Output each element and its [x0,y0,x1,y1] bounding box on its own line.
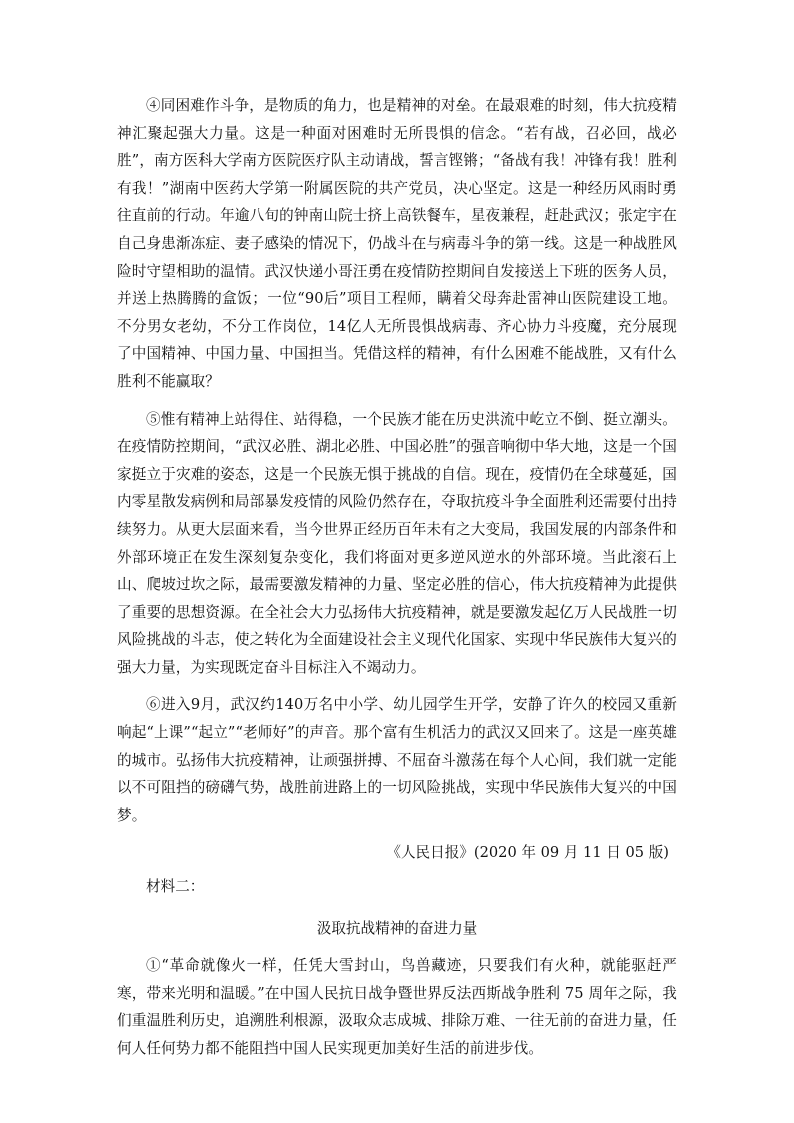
paragraph-5: ⑤惟有精神上站得住、站得稳，一个民族才能在历史洪流中屹立不倒、挺立潮头。在疫情防控期间，“武汉必胜、湖北必胜、中国必胜”的强音响彻中华大地，这是一个国家挺立于灾难的姿态，这是一个民族无惧于挑战的自信。现在，疫情仍在全球蔓延，国内零星散发病例和局部暴发疫情的风险仍然存在，夺取抗疫斗争全面胜利还需要付出持续努力。从更大层面来看，当今世界正经历百年未有之大变局，我国发展的内部条件和外部环境正在发生深刻复杂变化，我们将面对更多逆风逆水的外部环境。当此滚石上山、爬坡过坎之际，最需要激发精神的力量、坚定必胜的信心，伟大抗疫精神为此提供了重要的思想资源。在全社会大力弘扬伟大抗疫精神，就是要激发起亿万人民战胜一切风险挑战的斗志，使之转化为全面建设社会主义现代化国家、实现中华民族伟大复兴的强大力量，为实现既定奋斗目标注入不竭动力。 [117,410,677,676]
material-label: 材料二： [146,878,205,896]
paragraph-6: ⑥进入9月，武汉约140万名中小学、幼儿园学生开学，安静了许久的校园又重新响起“上课”“起立”“老师好”的声音。那个富有生机活力的武汉又回来了。这是一座英雄的城市。弘扬伟大抗疫精神，让顽强拼搏、不屈奋斗激荡在每个人心间，我们就一定能以不可阻挡的磅礴气势，战胜前进路上的一切风险挑战，实现中华民族伟大复兴的中国梦。 [117,696,677,824]
article-title: 汲取抗战精神的奋进力量 [316,919,478,937]
paragraph-4: ④同困难作斗争，是物质的角力，也是精神的对垒。在最艰难的时刻，伟大抗疫精神汇聚起强大力量。这是一种面对困难时无所畏惧的信念。“若有战，召必回，战必胜”，南方医科大学南方医院医疗队主动请战，誓言铿锵；“备战有我！冲锋有我！胜利有我！”湖南中医药大学第一附属医院的共产党员，决心坚定。这是一种经历风雨时勇往直前的行动。年逾八旬的钟南山院士挤上高铁餐车，星夜兼程，赶赴武汉；张定宇在自己身患渐冻症、妻子感染的情况下，仍战斗在与病毒斗争的第一线。这是一种战胜风险时守望相助的温情。武汉快递小哥汪勇在疫情防控期间自发接送上下班的医务人员，并送上热腾腾的盒饭；一位“90后”项目工程师，瞒着父母奔赴雷神山医院建设工地。不分男女老幼，不分工作岗位，14亿人无所畏惧战病毒、齐心协力斗疫魔，充分展现了中国精神、中国力量、中国担当。凭借这样的精神，有什么困难不能战胜，又有什么胜利不能赢取？ [117,97,677,390]
paragraph-1: ①“革命就像火一样，任凭大雪封山，鸟兽藏迹，只要我们有火种，就能驱赶严寒，带来光明和温暖。”在中国人民抗日战争暨世界反法西斯战争胜利 75 周年之际，我们重温胜利历史，追溯胜利根源，汲取众志成城、排除万难、一往无前的奋进力量，任何人任何势力都不能阻挡中国人民实现更加美好生活的前进步伐。 [117,957,677,1057]
source-citation: 《人民日报》(2020 年 09 月 11 日 05 版) [386,844,669,862]
document-page [117,92,677,1073]
